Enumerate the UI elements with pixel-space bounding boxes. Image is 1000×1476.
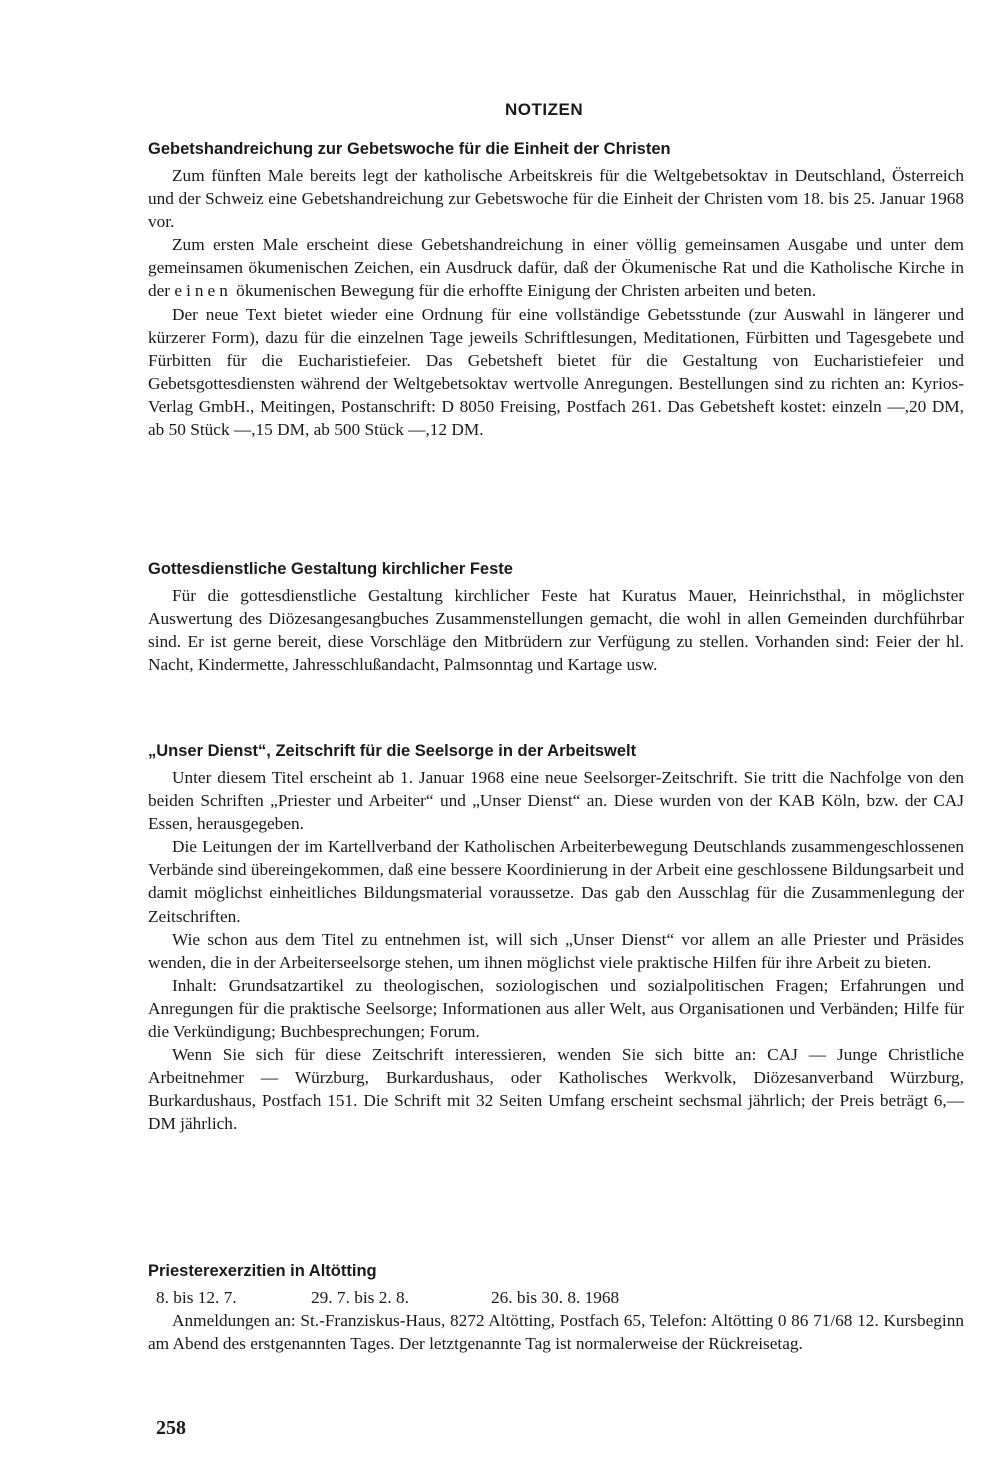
paragraph: Wie schon aus dem Titel zu entnehmen ist, will sich „Unser Dienst“ vor allem an alle Priester und Präsides wenden, die in der Arbeiterseelsorge stehen, um ihnen möglichst viele praktische Hilfen für ihre Arbeit zu bieten. [148,929,964,972]
paragraph [148,233,964,302]
section-title: „Unser Dienst“, Zeitschrift für die Seelsorge in der Arbeitswelt [148,742,637,760]
section-gottesdienstliche-gestaltung [148,560,964,676]
paragraph: Wenn Sie sich für diese Zeitschrift interessieren, wenden Sie sich bitte an: CAJ — Junge Christliche Arbeitnehmer — Würzburg, Burkardushaus, oder Katholisches Werkvolk, Diözesanverband Würzburg, Burkardushaus, Postfach 151. Die Schrift mit 32 Seiten Umfang erscheint sechsmal jährlich; der Preis beträgt 6,— DM jährlich. [148,1045,964,1134]
paragraph: Unter diesem Titel erscheint ab 1. Januar 1968 eine neue Seelsorger-Zeitschrift. Sie tritt die Nachfolge von den beiden Schriften „Priester und Arbeiter“ und „Unser Dienst“ an. Diese wurden von der KAB Köln, bzw. der CAJ Essen, herausgegeben. [148,768,964,834]
course-date: 8. bis 12. 7. [156,1288,237,1307]
paragraph: Der neue Text bietet wieder eine Ordnung für eine vollständige Gebetsstunde (zur Auswahl in längerer und kürzerer Form), dazu für die einzelnen Tage jeweils Schriftlesungen, Meditationen, Fürbitten und Tagesgebete und Fürbitten für die Eucharistiefeier. Das Gebetsheft bietet für die Gestaltung von Eucharistiefeier und Gebetsgottesdiensten während der Weltgebetsoktav wertvolle Anregungen. Bestellungen sind zu richten an: Kyrios-Verlag GmbH., Meitingen, Postanschrift: D 8050 Freising, Postfach 261. Das Gebetsheft kostet: einzeln —,20 DM, ab 50 Stück —,15 DM, ab 500 Stück —,12 DM. [148,304,964,440]
section-unser-dienst [148,742,964,1136]
course-date: 26. bis 30. 8. 1968 [491,1288,620,1307]
section-title: Gottesdienstliche Gestaltung kirchlicher Feste [148,560,513,578]
section-title: Gebetshandreichung zur Gebetswoche für die Einheit der Christen [148,140,671,158]
paragraph: Für die gottesdienstliche Gestaltung kirchlicher Feste hat Kuratus Mauer, Heinrichsthal, in möglichster Auswertung des Diözesangesangbuches Zusammenstellungen gemacht, die wohl in allen Gemeinden durchführbar sind. Er ist gerne bereit, diese Vorschläge den Mitbrüdern zur Verfügung zu stellen. Vorhanden sind: Feier der hl. Nacht, Kindermette, Jahresschlußandacht, Palmsonntag und Kartage usw. [148,586,964,675]
emphasized-word: einen [174,281,232,301]
section-gebetshandreichung [148,140,964,441]
paragraph: Zum fünften Male bereits legt der katholische Arbeitskreis für die Weltgebetsoktav in Deutschland, Österreich und der Schweiz eine Gebetshandreichung zur Gebetswoche für die Einheit der Christen vom 18. bis 25. Januar 1968 vor. [148,166,964,232]
paragraph: Die Leitungen der im Kartellverband der Katholischen Arbeiterbewegung Deutschlands zusammengeschlossenen Verbände sind übereingekommen, daß eine bessere Koordinierung in der Arbeit eine geschlossene Bildungsarbeit und damit möglichst einheitliches Bildungsmaterial voraussetze. Das gab den Ausschlag für die Zusammenlegung der Zeitschriften. [148,837,964,926]
paragraph-text: ökumenischen Bewegung für die erhoffte Einigung der Christen arbeiten und beten. [236,281,817,301]
course-dates [156,1286,964,1309]
paragraph-text: Zum ersten Male erscheint diese Gebetshandreichung in einer völlig gemeinsamen Ausgabe und unter dem gemeinsamen ökumenischen Zeichen, ein Ausdruck dafür, daß der Ökumenische Rat und die Katholische Kirche in der [148,235,964,301]
paragraph: Anmeldungen an: St.-Franziskus-Haus, 8272 Altötting, Postfach 65, Telefon: Altötting 0 86 71/68 12. Kursbeginn am Abend des erstgenannten Tages. Der letztgenannte Tag ist normalerweise der Rückreisetag. [148,1311,964,1354]
course-date: 29. 7. bis 2. 8. [311,1288,409,1307]
page-heading: NOTIZEN [505,100,584,119]
section-priesterexerzitien [148,1262,964,1355]
paragraph: Inhalt: Grundsatzartikel zu theologischen, soziologischen und sozialpolitischen Fragen; Erfahrungen und Anregungen für die praktische Seelsorge; Informationen aus aller Welt, aus Organisationen und Verbänden; Hilfe für die Verkündigung; Buchbesprechungen; Forum. [148,975,964,1042]
section-title: Priesterexerzitien in Altötting [148,1262,377,1280]
page-number: 258 [156,1417,186,1439]
